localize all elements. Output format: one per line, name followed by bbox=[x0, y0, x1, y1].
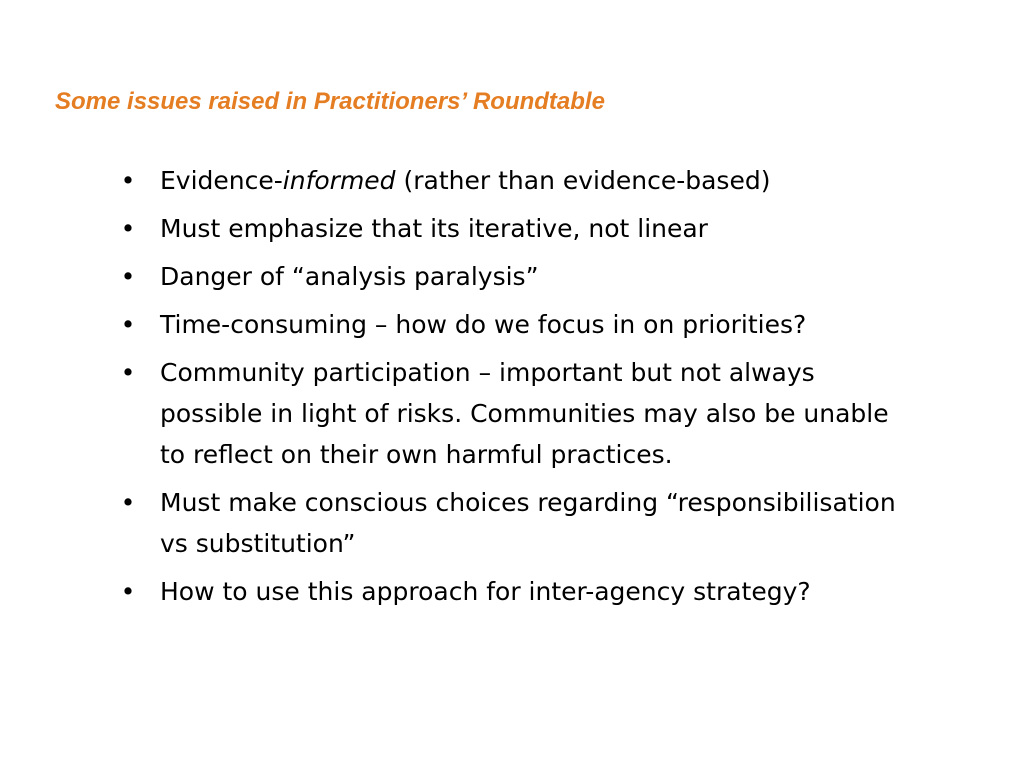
bullet-text: Must make conscious choices regarding “responsibilisation vs substitution” bbox=[160, 488, 896, 558]
bullet-list bbox=[118, 160, 908, 619]
bullet-item bbox=[118, 352, 908, 475]
bullet-icon: • bbox=[120, 214, 136, 243]
bullet-text-emphasis: informed bbox=[282, 166, 396, 195]
bullet-icon: • bbox=[120, 358, 136, 387]
slide-title: Some issues raised in Practitioners’ Roundtable bbox=[55, 88, 605, 115]
bullet-item bbox=[118, 208, 908, 249]
bullet-icon: • bbox=[120, 166, 136, 195]
bullet-text: Time-consuming – how do we focus in on priorities? bbox=[160, 310, 807, 339]
bullet-icon: • bbox=[120, 488, 136, 517]
bullet-icon: • bbox=[120, 577, 136, 606]
bullet-text-suffix: (rather than evidence-based) bbox=[395, 166, 771, 195]
bullet-text: Danger of “analysis paralysis” bbox=[160, 262, 539, 291]
bullet-text: How to use this approach for inter-agency strategy? bbox=[160, 577, 811, 606]
bullet-item bbox=[118, 571, 908, 612]
bullet-text-prefix: Evidence- bbox=[160, 166, 283, 195]
bullet-item bbox=[118, 160, 908, 201]
bullet-icon: • bbox=[120, 310, 136, 339]
bullet-item bbox=[118, 304, 908, 345]
bullet-text: Must emphasize that its iterative, not linear bbox=[160, 214, 708, 243]
bullet-text: Community participation – important but not always possible in light of risks. Communities may also be unable to reflect on their own harmful practices. bbox=[160, 358, 889, 469]
bullet-item bbox=[118, 256, 908, 297]
bullet-icon: • bbox=[120, 262, 136, 291]
bullet-text bbox=[160, 160, 908, 201]
bullet-item bbox=[118, 482, 908, 564]
